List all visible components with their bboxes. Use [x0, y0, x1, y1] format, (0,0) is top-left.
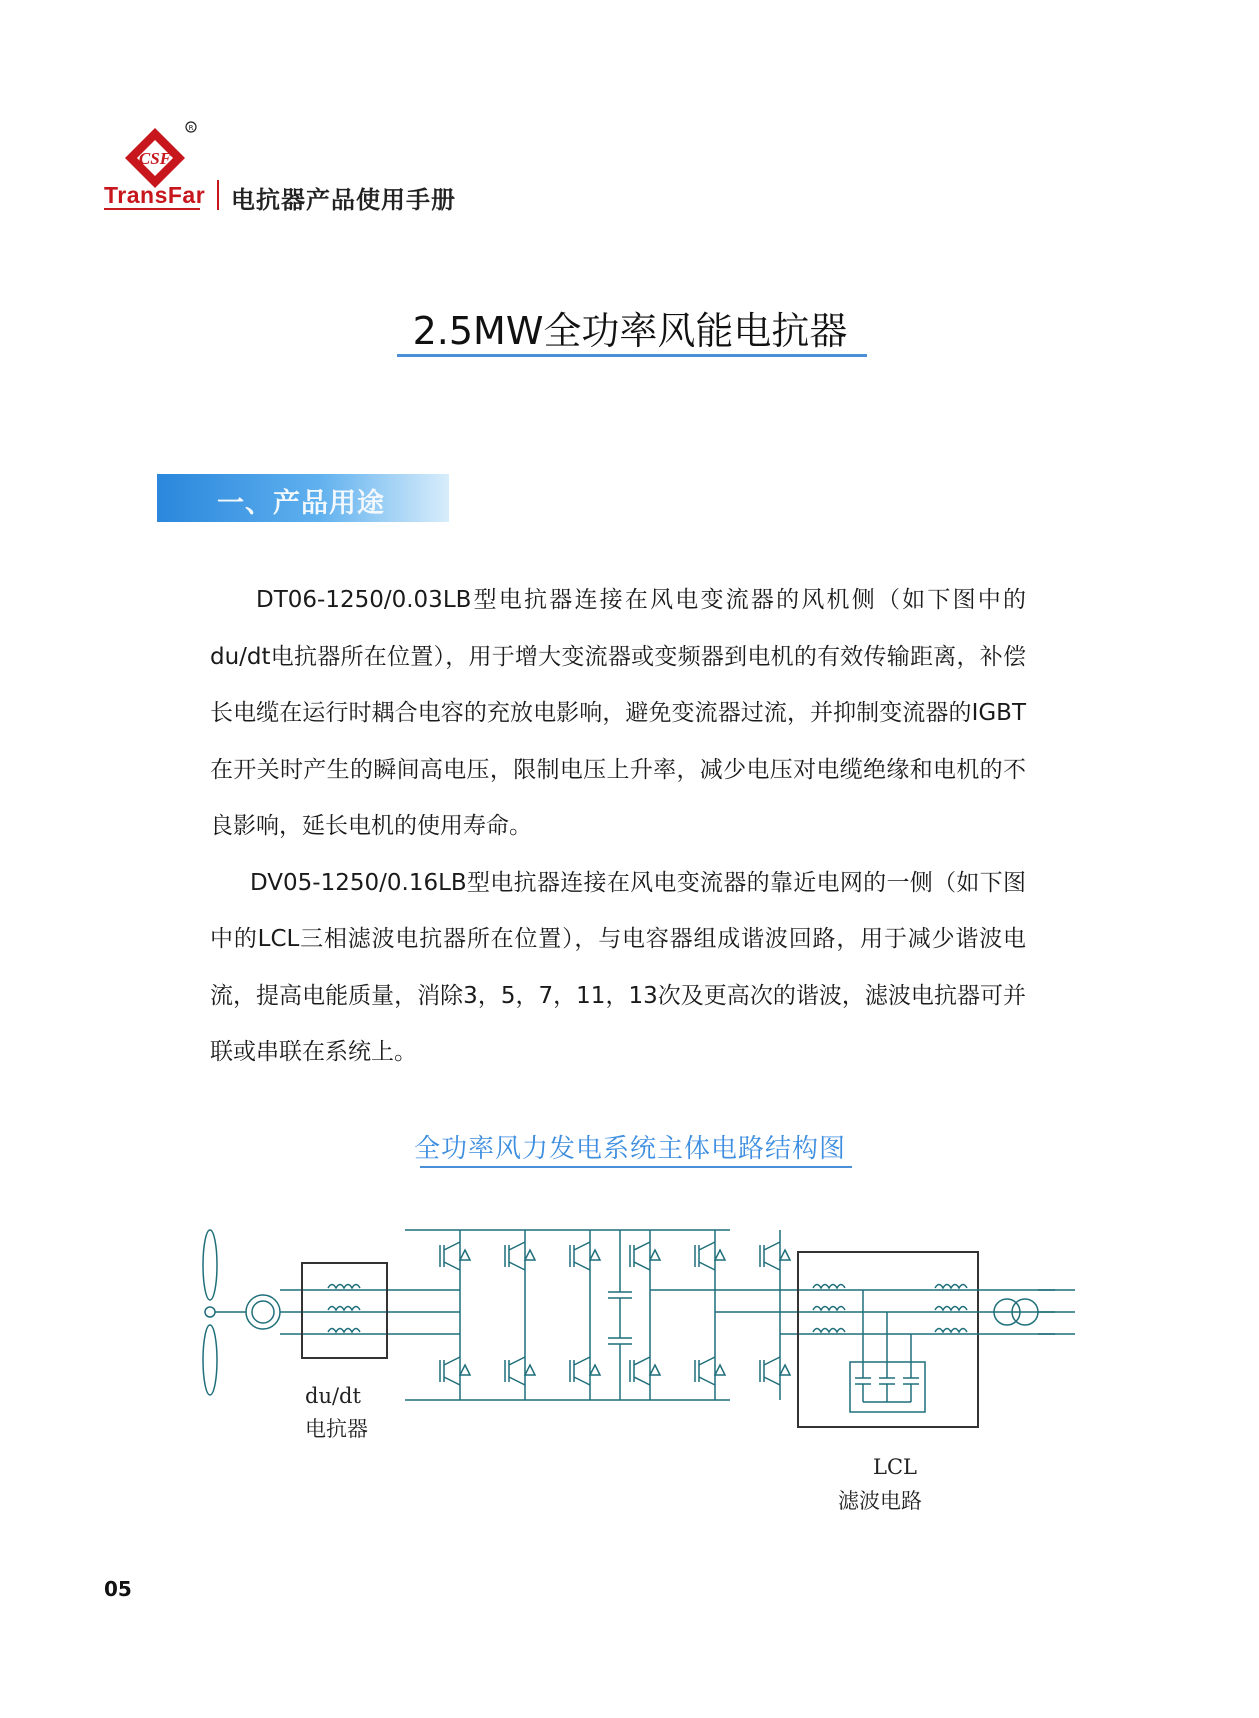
- lcl-capacitors: [850, 1290, 925, 1412]
- manual-title: 电抗器产品使用手册: [231, 186, 456, 214]
- diagram-title-underline: [420, 1166, 852, 1168]
- svg-text:R: R: [188, 124, 194, 132]
- dudt-inductors: [328, 1285, 360, 1333]
- paragraph-dv05: DV05-1250/0.16LB型电抗器连接在风电变流器的靠近电网的一侧（如下图中的LCL三相滤波电抗器所在位置），与电容器组成谐波回路，用于减少谐波电流，提高电能质量，消除3，5，7，11，13次及更高次的谐波，滤波电抗器可并联或串联在系统上。: [210, 869, 1026, 1065]
- page-title: 2.5MW全功率风能电抗器: [412, 309, 848, 353]
- header-separator: [217, 180, 219, 210]
- page-number: 05: [104, 1577, 132, 1601]
- dudt-label: du/dt: [305, 1384, 361, 1408]
- lcl-inductors: [813, 1285, 967, 1333]
- body-text: [210, 572, 1026, 1081]
- igbt-top-row: [440, 1242, 790, 1270]
- page-title-underline: [397, 354, 867, 357]
- paragraph-dt06: DT06-1250/0.03LB型电抗器连接在风电变流器的风机侧（如下图中的du/dt电抗器所在位置），用于增大变流器或变频器到电机的有效传输距离，补偿长电缆在运行时耦合电容的充放电影响，避免变流器过流，并抑制变流器的IGBT在开关时产生的瞬间高电压，限制电压上升率，减少电压对电缆绝缘和电机的不良影响，延长电机的使用寿命。: [210, 587, 1026, 839]
- circuit-diagram: [195, 1210, 1080, 1520]
- dudt-reactor-label: 电抗器: [305, 1417, 368, 1441]
- generator-icon: [246, 1295, 280, 1329]
- wind-turbine-icon: [203, 1230, 217, 1395]
- brand-name: TransFar: [104, 182, 206, 208]
- lcl-label: LCL: [873, 1455, 917, 1479]
- brand-underline: [104, 208, 200, 210]
- logo-mark-text: CSF: [138, 149, 172, 168]
- diagram-title: 全功率风力发电系统主体电路结构图: [413, 1134, 846, 1164]
- section-title: 一、产品用途: [217, 488, 385, 519]
- igbt-bottom-row: [440, 1357, 790, 1385]
- lcl-filter-box: [798, 1252, 978, 1427]
- lcl-filter-label: 滤波电路: [838, 1489, 922, 1513]
